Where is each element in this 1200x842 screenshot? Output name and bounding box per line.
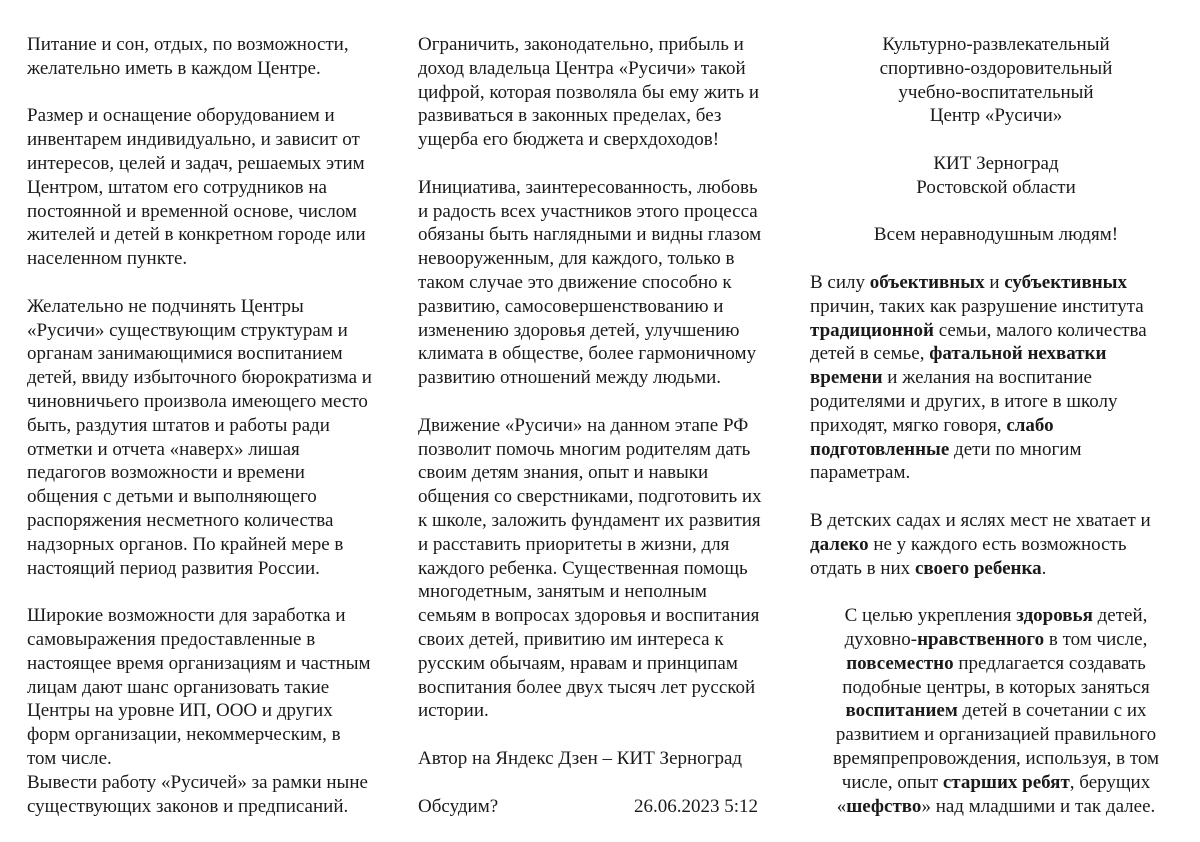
text-line [810, 771, 1182, 795]
bold-text: субъективных [1004, 271, 1127, 293]
bold-text: шефство [846, 795, 922, 817]
paragraph [27, 295, 407, 581]
text-line [810, 604, 1182, 628]
text-line: таком случае это движение способно к [418, 271, 732, 293]
text-segment: В силу [810, 271, 870, 293]
discuss-text: Обсудим? [418, 795, 499, 817]
text-line: жителей и детей в конкретном городе или [27, 224, 366, 246]
text-line [810, 533, 1182, 557]
text-segment: духовно- [844, 628, 918, 650]
text-line: существующих законов и предписаний. [27, 795, 349, 817]
text-segment: детей в семье, [810, 343, 930, 365]
text-line: Центром, штатом его сотрудников на [27, 176, 327, 198]
text-line: Всем неравнодушным людям! [873, 224, 1119, 246]
text-line [810, 271, 1182, 295]
text-line: Культурно-развлекательный [882, 34, 1110, 55]
text-line: ущерба его бюджета и сверхдоходов! [418, 129, 720, 151]
text-line: русским обычаям, нравам и принципам [418, 652, 738, 674]
text-line: Вывести работу «Русичей» за рамки ныне [27, 771, 368, 793]
text-line [810, 557, 1182, 581]
text-line: подобные центры, в которых заняться [842, 676, 1150, 698]
text-line: Ограничить, законодательно, прибыль и [418, 34, 744, 55]
text-line: Желательно не подчинять Центры [27, 295, 304, 317]
text-line: быть, раздутия штатов и работы ради [27, 414, 330, 436]
paragraph [418, 414, 798, 723]
text-line: педагогов возможности и времени [27, 462, 305, 484]
text-segment: и желания на воспитание [882, 367, 1092, 389]
text-line: настоящее время организациям и частным [27, 652, 371, 674]
paragraph [810, 223, 1182, 247]
text-line: детей, ввиду избыточного бюрократизма и [27, 367, 372, 389]
bold-text: старших ребят [942, 771, 1070, 793]
text-line: цифрой, которая позволяла бы ему жить и [418, 81, 760, 103]
text-segment: « [836, 795, 847, 817]
text-line: развиваться в законных пределах, без [418, 105, 722, 127]
text-line: каждого ребенка. Существенная помощь [418, 557, 748, 579]
text-segment: предлагается создавать [953, 652, 1146, 674]
text-segment: » над младшими и так далее. [921, 795, 1156, 817]
text-line [810, 795, 1182, 819]
text-line: развитию отношений между людьми. [418, 367, 722, 389]
text-line: Питание и сон, отдых, по возможности, [27, 34, 349, 55]
text-segment: отдать в них [810, 557, 915, 579]
text-line: своих детей, привитию им интереса к [418, 628, 724, 650]
column-left [27, 33, 407, 842]
paragraph [27, 104, 407, 271]
text-segment: дети по многим [949, 438, 1082, 460]
text-line: спортивно-оздоровительный [879, 57, 1113, 79]
bold-text: далеко [810, 533, 869, 555]
footer-row [418, 795, 758, 819]
text-segment: и [984, 271, 1005, 293]
text-line: к школе, заложить фундамент их развития [418, 509, 761, 531]
text-line: учебно-воспитательный [898, 81, 1094, 103]
text-line [810, 438, 1182, 462]
paragraph [810, 33, 1182, 128]
paragraph [810, 271, 1182, 485]
text-line [810, 699, 1182, 723]
text-line: климата в обществе, более гармоничному [418, 343, 757, 365]
paragraph [810, 509, 1182, 580]
paragraph [810, 152, 1182, 200]
text-line: Широкие возможности для заработка и [27, 605, 346, 627]
text-line [810, 319, 1182, 343]
bold-text: фатальной нехватки [929, 343, 1107, 365]
text-line: самовыражения предоставленные в [27, 628, 316, 650]
text-segment: . [1041, 557, 1047, 579]
text-line: Инициатива, заинтересованность, любовь [418, 176, 758, 198]
text-line: своим детям знания, опыт и навыки [418, 462, 709, 484]
column-middle [418, 33, 798, 818]
text-line: настоящий период развития России. [27, 557, 320, 579]
bold-text: подготовленные [810, 438, 950, 460]
text-line: и радость всех участников этого процесса [418, 200, 758, 222]
text-line: Размер и оснащение оборудованием и [27, 105, 335, 127]
text-line: позволит помочь многим родителям дать [418, 438, 751, 460]
text-line: воспитания более двух тысяч лет русской [418, 676, 756, 698]
bold-text: слабо [1006, 414, 1054, 436]
paragraph [27, 604, 407, 771]
text-line: инвентарем индивидуально, и зависит от [27, 129, 360, 151]
text-line: общения с детьми и выполняющего [27, 486, 317, 508]
text-line: КИТ Зерноград [933, 152, 1059, 174]
bold-text: традиционной [810, 319, 934, 341]
text-line: постоянной и временной основе, числом [27, 200, 357, 222]
text-line: форм организации, некоммерческим, в [27, 724, 341, 746]
text-segment: в том числе, [1044, 628, 1148, 650]
text-line [810, 366, 1182, 390]
text-segment: семьи, малого количества [933, 319, 1147, 341]
text-line: причин, таких как разрушение института [810, 295, 1144, 317]
paragraph [418, 33, 798, 152]
text-line: параметрам. [810, 462, 911, 484]
paragraph [27, 771, 407, 819]
text-segment: , берущих [1069, 771, 1151, 793]
text-line: Центры на уровне ИП, ООО и других [27, 700, 333, 722]
bold-text: своего ребенка [914, 557, 1042, 579]
text-line: населенном пункте. [27, 248, 188, 270]
post-datetime: 26.06.2023 5:12 [633, 795, 758, 817]
paragraph [418, 176, 798, 390]
text-line: развитием и организацией правильного [835, 724, 1157, 746]
text-line: отметки и отчета «наверх» лишая [27, 438, 300, 460]
bold-text: здоровья [1016, 605, 1093, 627]
bold-text: нравственного [917, 628, 1045, 650]
text-line [810, 342, 1182, 366]
text-line: органам занимающимися воспитанием [27, 343, 343, 365]
text-segment: С целью укрепления [844, 605, 1017, 627]
text-line: обязаны быть наглядными и видны глазом [418, 224, 762, 246]
text-line: лицам дают шанс организовать такие [27, 676, 330, 698]
text-line: том числе. [27, 747, 112, 769]
text-line: времяпрепровождения, используя, в том [832, 747, 1160, 769]
column-right [810, 33, 1182, 842]
text-line: интересов, целей и задач, решаемых этим [27, 152, 365, 174]
text-line: надзорных органов. По крайней мере в [27, 533, 344, 555]
text-line: Центр «Русичи» [929, 105, 1063, 127]
text-line: Автор на Яндекс Дзен – КИТ Зерноград [418, 747, 743, 769]
text-segment: детей в сочетании с их [957, 700, 1147, 722]
text-line: изменению здоровья детей, улучшению [418, 319, 740, 341]
text-line: невооруженным, для каждого, только в [418, 248, 735, 270]
text-segment: детей, [1092, 605, 1148, 627]
text-line: распоряжения несметного количества [27, 509, 334, 531]
text-line: желательно иметь в каждом Центре. [27, 57, 321, 79]
text-line: многодетным, занятым и неполным [418, 581, 707, 603]
text-line: семьям в вопросах здоровья и воспитания [418, 605, 760, 627]
text-line [810, 414, 1182, 438]
text-line: и расставить приоритеты в жизни, для [418, 533, 730, 555]
text-line [810, 652, 1182, 676]
text-line: Движение «Русичи» на данном этапе РФ [418, 414, 749, 436]
bold-text: воспитанием [845, 700, 958, 722]
bold-text: объективных [869, 271, 985, 293]
text-line: «Русичи» существующим структурам и [27, 319, 348, 341]
text-line: развитию, самосовершенствованию и [418, 295, 724, 317]
text-segment: числе, опыт [841, 771, 943, 793]
text-line: родителями и других, в итоге в школу [810, 390, 1118, 412]
text-line: доход владельца Центра «Русичи» такой [418, 57, 746, 79]
text-line: В детских садах и яслях мест не хватает и [810, 509, 1151, 531]
paragraph [27, 33, 407, 81]
text-segment: приходят, мягко говоря, [810, 414, 1007, 436]
text-line [810, 628, 1182, 652]
text-line: общения со сверстниками, подготовить их [418, 486, 762, 508]
paragraph [418, 747, 798, 771]
bold-text: повсеместно [846, 652, 954, 674]
column-middle-body [418, 33, 798, 771]
text-line: чиновничьего произвола имеющего место [27, 390, 368, 412]
text-line: истории. [418, 700, 489, 722]
bold-text: времени [810, 367, 883, 389]
text-segment: не у каждого есть возможность [868, 533, 1127, 555]
text-line: Ростовской области [916, 176, 1076, 198]
paragraph [810, 604, 1182, 818]
